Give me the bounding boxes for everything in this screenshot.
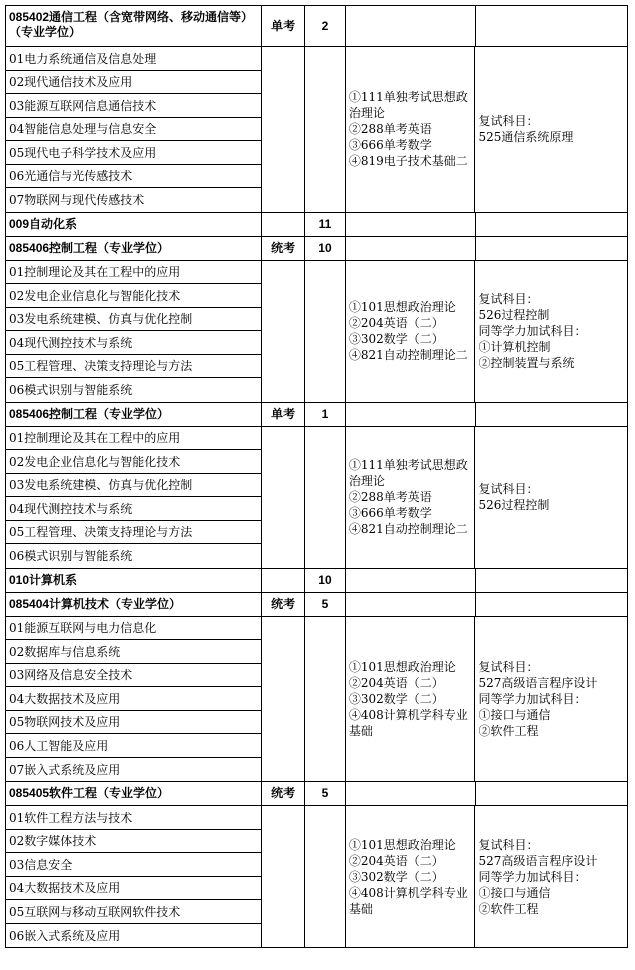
program-detail-group <box>5 47 628 213</box>
subject-line: ②204英语（二） <box>348 675 444 690</box>
direction-item: 04大数据技术及应用 <box>6 877 261 901</box>
direction-item: 06模式识别与智能系统 <box>9 549 133 564</box>
subject-line: ②204英语（二） <box>348 853 444 868</box>
retest-notes <box>475 427 627 568</box>
subject-line: ②288单考英语 <box>348 122 432 137</box>
exam-subjects <box>346 47 476 212</box>
program-detail-group <box>5 806 628 948</box>
retest-notes <box>475 47 627 212</box>
quota: 10 <box>305 569 346 592</box>
direction-item: 03发电系统建模、仿真与优化控制 <box>6 308 261 332</box>
direction-list <box>6 261 262 402</box>
direction-list <box>6 47 262 212</box>
empty-cell <box>262 427 305 568</box>
note-line: ①接口与通信 <box>478 707 551 722</box>
direction-item: 02数字媒体技术 <box>6 830 261 854</box>
note-lines <box>478 113 573 145</box>
direction-item: 02发电企业信息化与智能化技术 <box>6 284 261 308</box>
program-detail-group <box>5 617 628 783</box>
retest-notes <box>475 261 627 402</box>
note-line: ②控制装置与系统 <box>478 356 575 370</box>
empty-cell <box>262 261 305 402</box>
subject-line: ④819电子技术基础二 <box>348 154 468 169</box>
note-line: 复试科目： <box>478 837 539 852</box>
note-lines <box>478 659 597 739</box>
subject-lines <box>349 659 472 739</box>
subject-lines <box>349 89 472 169</box>
direction-item: 04大数据技术及应用 <box>6 687 261 711</box>
empty-cell <box>476 569 628 592</box>
program-header-row <box>5 593 628 617</box>
subject-lines <box>349 299 468 363</box>
program-name: 085405软件工程（专业学位） <box>6 782 262 805</box>
empty-cell <box>305 47 346 212</box>
exam-type: 单考 <box>262 403 305 426</box>
subject-line: ③302数学（二） <box>348 869 444 884</box>
empty-cell <box>476 403 628 426</box>
direction-item: 03信息安全 <box>6 853 261 877</box>
direction-item: 05现代电子科学技术及应用 <box>6 141 261 165</box>
program-name: 085406控制工程（专业学位） <box>6 237 262 260</box>
program-header-row <box>5 782 628 806</box>
subject-line: ①101思想政治理论 <box>348 300 456 314</box>
empty-cell <box>262 617 305 782</box>
subject-line: ②204英语（二） <box>348 316 444 330</box>
empty-cell <box>476 213 628 236</box>
note-lines <box>478 481 549 513</box>
note-line: ①计算机控制 <box>478 340 551 354</box>
direction-item: 04现代测控技术与系统 <box>6 497 261 521</box>
subject-line: ④821自动控制理论二 <box>348 348 468 362</box>
program-detail-group <box>5 427 628 569</box>
program-name: 085406控制工程（专业学位） <box>6 403 262 426</box>
empty-cell <box>476 782 628 805</box>
subject-line: ④408计算机学科专业基础 <box>348 707 468 738</box>
retest-notes <box>475 806 627 947</box>
direction-item: 03发电系统建模、仿真与优化控制 <box>6 474 261 498</box>
subject-line: ④821自动控制理论二 <box>348 522 468 536</box>
note-line: 同等学力加试科目： <box>478 691 587 706</box>
direction-item: 04现代测控技术与系统 <box>6 331 261 355</box>
subject-line: ③302数学（二） <box>348 691 444 706</box>
empty-cell <box>346 403 476 426</box>
direction-item: 05互联网与移动互联网软件技术 <box>6 900 261 924</box>
note-line: 527高级语言程序设计 <box>478 675 598 690</box>
empty-cell <box>262 806 305 947</box>
empty-cell <box>346 569 476 592</box>
direction-item: 02数据库与信息系统 <box>6 640 261 664</box>
note-line: 527高级语言程序设计 <box>478 853 598 868</box>
subject-lines <box>349 837 472 917</box>
direction-item: 06人工智能及应用 <box>6 734 261 758</box>
direction-item: 01能源互联网与电力信息化 <box>6 617 261 641</box>
subject-line: ④408计算机学科专业基础 <box>348 885 468 916</box>
direction-item: 03网络及信息安全技术 <box>6 664 261 688</box>
empty-cell <box>476 593 628 616</box>
direction-item: 05工程管理、决策支持理论与方法 <box>6 521 261 545</box>
direction-item: 07嵌入式系统及应用 <box>9 762 121 777</box>
exam-type <box>262 213 305 236</box>
program-name: 009自动化系 <box>6 213 262 236</box>
program-detail-group <box>5 261 628 403</box>
quota: 1 <box>305 403 346 426</box>
note-line: 526过程控制 <box>478 308 550 322</box>
empty-cell <box>346 6 476 46</box>
exam-subjects <box>346 806 476 947</box>
empty-cell <box>346 213 476 236</box>
program-header-row <box>5 5 628 47</box>
note-line: ①接口与通信 <box>478 885 551 900</box>
program-name: 010计算机系 <box>6 569 262 592</box>
note-line: 525通信系统原理 <box>478 130 574 145</box>
exam-type <box>262 569 305 592</box>
subject-line: ②288单考英语 <box>348 490 432 504</box>
empty-cell <box>305 617 346 782</box>
exam-subjects <box>346 261 476 402</box>
direction-item: 01控制理论及其在工程中的应用 <box>6 261 261 285</box>
empty-cell <box>305 427 346 568</box>
direction-list <box>6 617 262 782</box>
note-line: 复试科目： <box>478 659 539 674</box>
note-line: 同等学力加试科目： <box>478 869 587 884</box>
empty-cell <box>346 593 476 616</box>
direction-item: 06模式识别与智能系统 <box>9 383 133 398</box>
empty-cell <box>476 237 628 260</box>
exam-subjects <box>346 427 476 568</box>
program-header-row <box>5 569 628 593</box>
exam-type: 统考 <box>262 593 305 616</box>
exam-subjects <box>346 617 476 782</box>
quota: 10 <box>305 237 346 260</box>
subject-line: ①111单独考试思想政治理论 <box>348 458 468 488</box>
program-table <box>5 5 628 948</box>
note-line: 复试科目： <box>478 292 539 306</box>
empty-cell <box>346 782 476 805</box>
subject-line: ③302数学（二） <box>348 332 444 346</box>
direction-list <box>6 427 262 568</box>
direction-item: 04智能信息处理与信息安全 <box>6 118 261 142</box>
note-line: ②软件工程 <box>478 901 539 916</box>
subject-lines <box>349 457 472 537</box>
subject-line: ③666单考数学 <box>348 506 432 520</box>
quota: 5 <box>305 593 346 616</box>
note-line: ②软件工程 <box>478 723 539 738</box>
exam-type: 统考 <box>262 237 305 260</box>
direction-list <box>6 806 262 947</box>
subject-line: ①101思想政治理论 <box>348 837 456 852</box>
subject-line: ①111单独考试思想政治理论 <box>348 90 468 121</box>
direction-item: 03能源互联网信息通信技术 <box>6 94 261 118</box>
quota: 2 <box>305 6 346 46</box>
note-line: 复试科目： <box>478 114 539 129</box>
program-name: 085402通信工程（含宽带网络、移动通信等）（专业学位） <box>6 6 262 46</box>
direction-item: 07物联网与现代传感技术 <box>9 193 145 208</box>
program-name: 085404计算机技术（专业学位） <box>6 593 262 616</box>
retest-notes <box>475 617 627 782</box>
empty-cell <box>476 6 628 46</box>
quota: 5 <box>305 782 346 805</box>
program-header-row <box>5 403 628 427</box>
direction-item: 06嵌入式系统及应用 <box>9 928 121 943</box>
empty-cell <box>346 237 476 260</box>
direction-item: 06光通信与光传感技术 <box>6 165 261 189</box>
exam-type: 单考 <box>262 6 305 46</box>
subject-line: ①101思想政治理论 <box>348 659 456 674</box>
direction-item: 02发电企业信息化与智能化技术 <box>6 450 261 474</box>
direction-item: 02现代通信技术及应用 <box>6 71 261 95</box>
note-line: 复试科目： <box>478 482 539 496</box>
program-header-row <box>5 237 628 261</box>
direction-item: 05物联网技术及应用 <box>6 711 261 735</box>
direction-item: 05工程管理、决策支持理论与方法 <box>6 355 261 379</box>
direction-item: 01控制理论及其在工程中的应用 <box>6 427 261 451</box>
empty-cell <box>305 806 346 947</box>
note-line: 同等学力加试科目： <box>478 324 587 338</box>
program-header-row <box>5 213 628 237</box>
empty-cell <box>262 47 305 212</box>
note-line: 526过程控制 <box>478 498 550 512</box>
direction-item: 01软件工程方法与技术 <box>6 806 261 830</box>
exam-type: 统考 <box>262 782 305 805</box>
note-lines <box>478 837 597 917</box>
empty-cell <box>305 261 346 402</box>
quota: 11 <box>305 213 346 236</box>
subject-line: ③666单考数学 <box>348 138 432 153</box>
direction-item: 01电力系统通信及信息处理 <box>6 47 261 71</box>
note-lines <box>478 291 586 371</box>
